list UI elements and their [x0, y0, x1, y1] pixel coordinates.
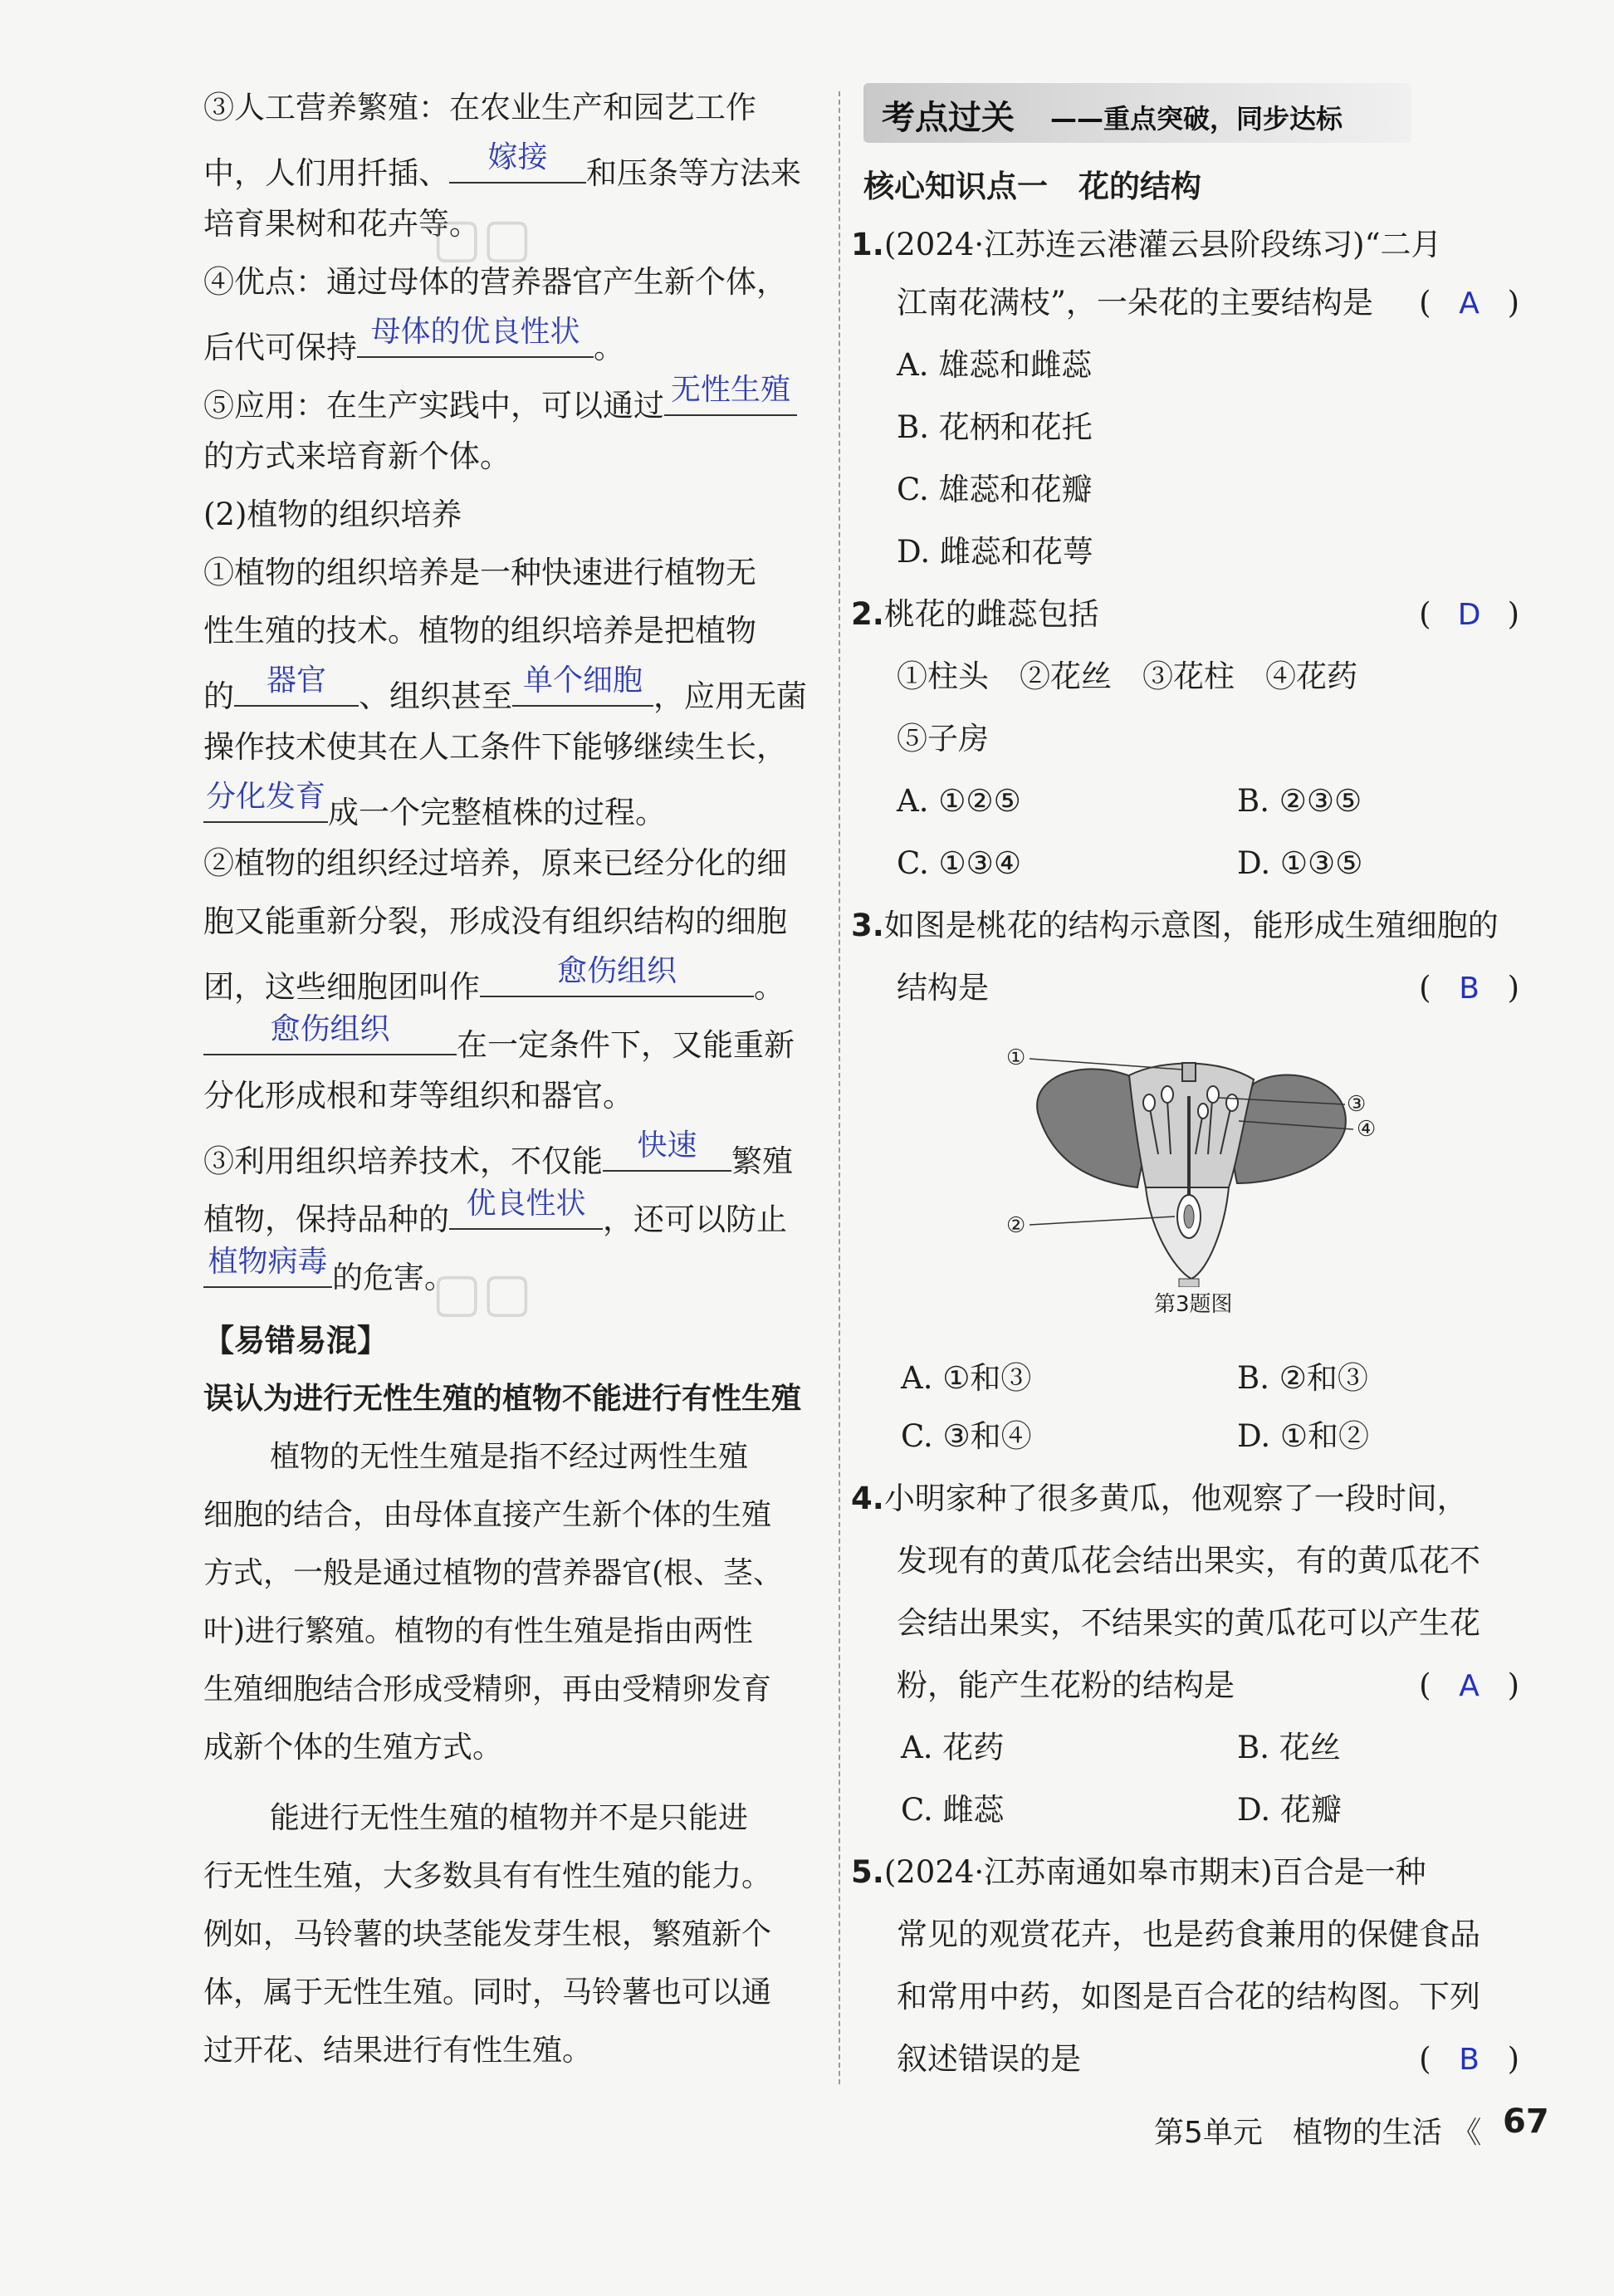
label-3: ③ [1347, 1092, 1367, 1117]
text-line: 植物的无性生殖是指不经过两性生殖 [270, 1440, 749, 1474]
text-line: 生殖细胞结合形成受精卵，再由受精卵发育 [203, 1672, 772, 1706]
banner-subtitle: ——重点突破，同步达标 [1050, 103, 1343, 135]
error-prone-heading: 【易错易混】 [203, 1323, 388, 1359]
option: D. 花瓣 [1237, 1792, 1342, 1828]
option: C. 雌蕊 [901, 1792, 1005, 1828]
text: 结构是 [897, 970, 989, 1006]
answer-bracket: ( A ) [1419, 1667, 1519, 1703]
text-line: 操作技术使其在人工条件下能够继续生长， [203, 729, 787, 765]
text: 成一个完整植株的过程。 [328, 795, 666, 830]
text-line: ①植物的组织培养是一种快速进行植物无 [203, 555, 756, 590]
text: 和压条等方法来 [586, 155, 801, 191]
text: 繁殖 [731, 1143, 793, 1179]
option: C. ①③④ [897, 845, 1022, 881]
question-2 [851, 594, 1519, 635]
handwritten-answer: 器官 [266, 663, 326, 698]
answer-blank [203, 1245, 332, 1288]
option: A. 雄蕊和雌蕊 [897, 347, 1093, 383]
text-line [203, 954, 785, 1008]
answer-blank [449, 140, 586, 184]
text: ③利用组织培养技术，不仅能 [203, 1143, 603, 1179]
unit-label: 第5单元 植物的生活 [1154, 2116, 1442, 2150]
column-divider [839, 91, 840, 2084]
answer-blank [203, 780, 328, 823]
option: A. ①②⑤ [897, 783, 1021, 819]
handwritten-answer: B [1459, 2043, 1480, 2077]
handwritten-answer: 优良性状 [466, 1187, 586, 1221]
text-line [203, 780, 666, 834]
option: D. ①和② [1237, 1418, 1370, 1454]
option: B. ②③⑤ [1237, 783, 1362, 819]
text-line: ②植物的组织经过培养，原来已经分化的细 [203, 845, 787, 881]
text-line: 和常用中药，如图是百合花的结构图。下列 [897, 1979, 1480, 2015]
question-5 [851, 1852, 1426, 1893]
option: A. 花药 [901, 1730, 1005, 1765]
peach-flower-diagram [1005, 1038, 1387, 1287]
text-line [203, 1187, 787, 1241]
question-number: 5. [851, 1854, 884, 1890]
text-line: 分化形成根和芽等组织和器官。 [203, 1078, 633, 1114]
question-number: 4. [851, 1481, 884, 1516]
text: 小明家种了很多黄瓜，他观察了一段时间， [883, 1481, 1468, 1516]
text-line: ③人工营养繁殖：在农业生产和园艺工作 [203, 90, 756, 125]
text: 后代可保持 [203, 330, 357, 365]
text-line [203, 1128, 793, 1182]
text-line: 行无性生殖，大多数具有有性生殖的能力。 [203, 1859, 772, 1893]
text-line: 细胞的结合，由母体直接产生新个体的生殖 [203, 1498, 772, 1532]
text-line [203, 663, 807, 717]
option: D. 雌蕊和花萼 [897, 534, 1093, 570]
option: A. ①和③ [901, 1360, 1032, 1396]
text-line [203, 315, 624, 369]
handwritten-answer: 嫁接 [487, 140, 548, 174]
banner-title: 考点过关 [882, 99, 1015, 137]
flower-illustration [1037, 1063, 1346, 1287]
text: 的危害。 [332, 1260, 455, 1295]
answer-blank [234, 663, 359, 707]
text: 在一定条件下，又能重新 [457, 1027, 795, 1063]
answer-blank [449, 1187, 603, 1230]
answer-blank [664, 373, 797, 416]
watermark-logo: ▢▢ [432, 208, 532, 269]
question-1 [851, 224, 1442, 266]
handwritten-answer: D [1457, 598, 1481, 632]
question-4 [851, 1478, 1468, 1520]
text: (2024·江苏连云港灌云县阶段练习)“二月 [883, 227, 1442, 262]
text: 江南花满枝”，一朵花的主要结构是 [897, 285, 1373, 321]
text-line: 能进行无性生殖的植物并不是只能进 [270, 1801, 749, 1835]
text: 中，人们用扦插、 [203, 155, 449, 191]
section-banner [863, 83, 1411, 143]
answer-blank [512, 663, 653, 707]
label-2: ② [1006, 1213, 1026, 1238]
handwritten-answer: 无性生殖 [670, 373, 790, 407]
handwritten-answer: 快速 [637, 1128, 697, 1163]
handwritten-answer: 单个细胞 [522, 663, 643, 698]
option: B. 花柄和花托 [897, 409, 1093, 445]
text-line: 发现有的黄瓜花会结出果实，有的黄瓜花不 [897, 1543, 1480, 1579]
text: 如图是桃花的结构示意图，能形成生殖细胞的 [883, 908, 1499, 943]
text-line [897, 967, 1519, 1009]
question-number: 1. [851, 227, 884, 262]
handwritten-answer: 分化发育 [205, 780, 325, 814]
text-line [203, 1012, 795, 1066]
text-line: (2)植物的组织培养 [203, 497, 462, 532]
text: 叙述错误的是 [897, 2041, 1081, 2077]
text: 。 [594, 330, 624, 365]
text-line: ⑤子房 [897, 721, 989, 756]
text-line: 成新个体的生殖方式。 [203, 1731, 503, 1765]
footer-unit [1154, 2109, 1481, 2152]
section-title: 核心知识点一 花的结构 [863, 169, 1201, 204]
text: 、组织甚至 [359, 678, 512, 714]
label-1: ① [1006, 1045, 1026, 1070]
answer-bracket: ( B ) [1419, 2041, 1519, 2077]
text: ，应用无菌 [653, 678, 807, 714]
option: B. ②和③ [1237, 1360, 1368, 1396]
question-number: 2. [851, 596, 884, 632]
text: 的 [203, 678, 234, 714]
text: ⑤应用：在生产实践中，可以通过 [203, 388, 664, 423]
text-line: 体，属于无性生殖。同时，马铃薯也可以通 [203, 1975, 772, 2010]
text-line: 培育果树和花卉等。 [203, 206, 480, 242]
figure-caption: 第3题图 [1154, 1292, 1233, 1317]
question-3 [851, 905, 1499, 947]
handwritten-answer: 愈伤组织 [270, 1012, 390, 1046]
text-line [897, 1665, 1519, 1706]
label-4: ④ [1357, 1117, 1377, 1142]
answer-blank [203, 1012, 457, 1055]
answer-bracket: ( A ) [1419, 285, 1519, 321]
text-line [897, 2039, 1519, 2080]
text-line: 性生殖的技术。植物的组织培养是把植物 [203, 613, 756, 649]
text: ，还可以防止 [603, 1202, 787, 1237]
handwritten-answer: 植物病毒 [208, 1245, 328, 1279]
text: 桃花的雌蕊包括 [883, 596, 1099, 632]
text: 粉，能产生花粉的结构是 [897, 1667, 1235, 1703]
handwritten-answer: 母体的优良性状 [370, 315, 580, 349]
text-line: 方式，一般是通过植物的营养器官(根、茎、 [203, 1556, 784, 1590]
text: 。 [754, 969, 785, 1005]
handwritten-answer: A [1459, 1669, 1480, 1703]
text-line: 的方式来培育新个体。 [203, 438, 511, 474]
text-line [203, 140, 801, 194]
text: 植物，保持品种的 [203, 1202, 449, 1237]
handwritten-answer: A [1459, 286, 1480, 321]
text-line: 常见的观赏花卉，也是药食兼用的保健食品 [897, 1917, 1480, 1952]
page-number: 67 [1503, 2103, 1549, 2141]
text-line: ④优点：通过母体的营养器官产生新个体， [203, 264, 787, 300]
text-line: 过开花、结果进行有性生殖。 [203, 2034, 593, 2068]
text-line [203, 1245, 455, 1299]
watermark-logo: ▢▢ [432, 1262, 532, 1324]
text-line [897, 282, 1519, 324]
double-chevron-icon: 《 [1451, 2116, 1482, 2150]
answer-blank [603, 1128, 731, 1172]
text-line: ①柱头 ②花丝 ③花柱 ④花药 [897, 658, 1357, 694]
answer-blank [480, 954, 754, 997]
answer-blank [357, 315, 594, 358]
text: 团，这些细胞团叫作 [203, 969, 480, 1005]
answer-bracket: ( D ) [1419, 596, 1519, 632]
option: B. 花丝 [1237, 1730, 1341, 1765]
text-line [203, 373, 797, 427]
text-line: 会结出果实，不结果实的黄瓜花可以产生花 [897, 1605, 1480, 1641]
option: D. ①③⑤ [1237, 845, 1363, 881]
option: C. 雄蕊和花瓣 [897, 472, 1093, 507]
answer-bracket: ( B ) [1419, 970, 1519, 1006]
handwritten-answer: 愈伤组织 [556, 954, 677, 988]
error-prone-title: 误认为进行无性生殖的植物不能进行有性生殖 [203, 1382, 802, 1416]
option: C. ③和④ [901, 1418, 1032, 1454]
text: (2024·江苏南通如皋市期末)百合是一种 [883, 1854, 1426, 1890]
text-line: 叶)进行繁殖。植物的有性生殖是指由两性 [203, 1614, 754, 1648]
text-line: 例如，马铃薯的块茎能发芽生根，繁殖新个 [203, 1917, 772, 1951]
text-line: 胞又能重新分裂，形成没有组织结构的细胞 [203, 903, 787, 939]
handwritten-answer: B [1459, 972, 1480, 1006]
question-number: 3. [851, 908, 884, 943]
